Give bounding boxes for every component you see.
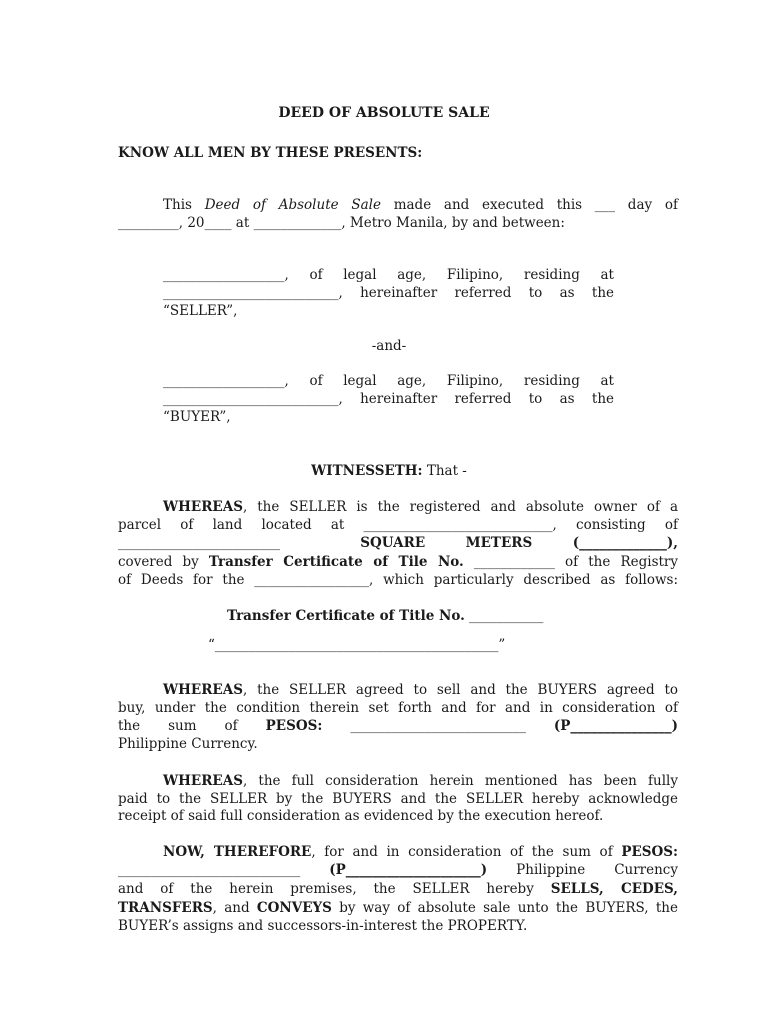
whereas1-line-4: covered by Transfer Certificate of Tile No. ____________ of the Registry	[118, 554, 678, 570]
whereas1-line-2: parcel of land located at ____________________________, consisting of	[118, 517, 678, 533]
whereas3-line-3: receipt of said full consideration as evidenced by the execution hereof.	[118, 808, 604, 824]
whereas2-line-1: WHEREAS, the SELLER agreed to sell and the BUYERS agreed to	[163, 682, 678, 698]
tct-line: Transfer Certificate of Title No. ___________	[227, 608, 544, 624]
seller-line-2: __________________________, hereinafter referred to as the	[163, 285, 614, 301]
whereas2-line-3: the sum of PESOS: __________________________ (P_______________)	[118, 718, 678, 734]
now-therefore-line-5: BUYER’s assigns and successors-in-interest the PROPERTY.	[118, 918, 528, 934]
witnesseth-heading: WITNESSETH: That -	[311, 463, 467, 479]
now-therefore-line-3: and of the herein premises, the SELLER hereby SELLS, CEDES,	[118, 881, 678, 897]
whereas1-line-5: of Deeds for the _________________, which particularly described as follows:	[118, 572, 678, 588]
know-all-heading: KNOW ALL MEN BY THESE PRESENTS:	[118, 145, 423, 161]
and-separator: -and-	[371, 338, 407, 354]
intro-line-2: _________, 20____ at _____________, Metro Manila, by and between:	[118, 215, 565, 231]
tct-quote-blank: “__________________________________________”	[208, 637, 506, 653]
whereas2-line-4: Philippine Currency.	[118, 736, 258, 752]
whereas1-line-3: ________________________ SQUARE METERS (_____________),	[118, 535, 678, 551]
intro-line-1: This Deed of Absolute Sale made and executed this ___ day of	[163, 197, 678, 213]
buyer-line-2: __________________________, hereinafter referred to as the	[163, 391, 614, 407]
seller-line-3: “SELLER”,	[163, 303, 238, 319]
buyer-line-1: __________________, of legal age, Filipino, residing at	[163, 373, 614, 389]
seller-line-1: __________________, of legal age, Filipino, residing at	[163, 267, 614, 283]
now-therefore-line-1: NOW, THEREFORE, for and in consideration of the sum of PESOS:	[163, 844, 678, 860]
whereas3-line-2: paid to the SELLER by the BUYERS and the SELLER hereby acknowledge	[118, 791, 678, 807]
whereas2-line-2: buy, under the condition therein set forth and for and in consideration of	[118, 700, 678, 716]
now-therefore-line-2: ___________________________ (P____________________) Philippine Currency	[118, 862, 678, 878]
buyer-line-3: “BUYER”,	[163, 409, 231, 425]
whereas3-line-1: WHEREAS, the full consideration herein mentioned has been fully	[163, 773, 678, 789]
whereas1-line-1: WHEREAS, the SELLER is the registered and absolute owner of a	[163, 499, 678, 515]
document-title: DEED OF ABSOLUTE SALE	[278, 105, 490, 121]
now-therefore-line-4: TRANSFERS, and CONVEYS by way of absolute sale unto the BUYERS, the	[118, 900, 678, 916]
